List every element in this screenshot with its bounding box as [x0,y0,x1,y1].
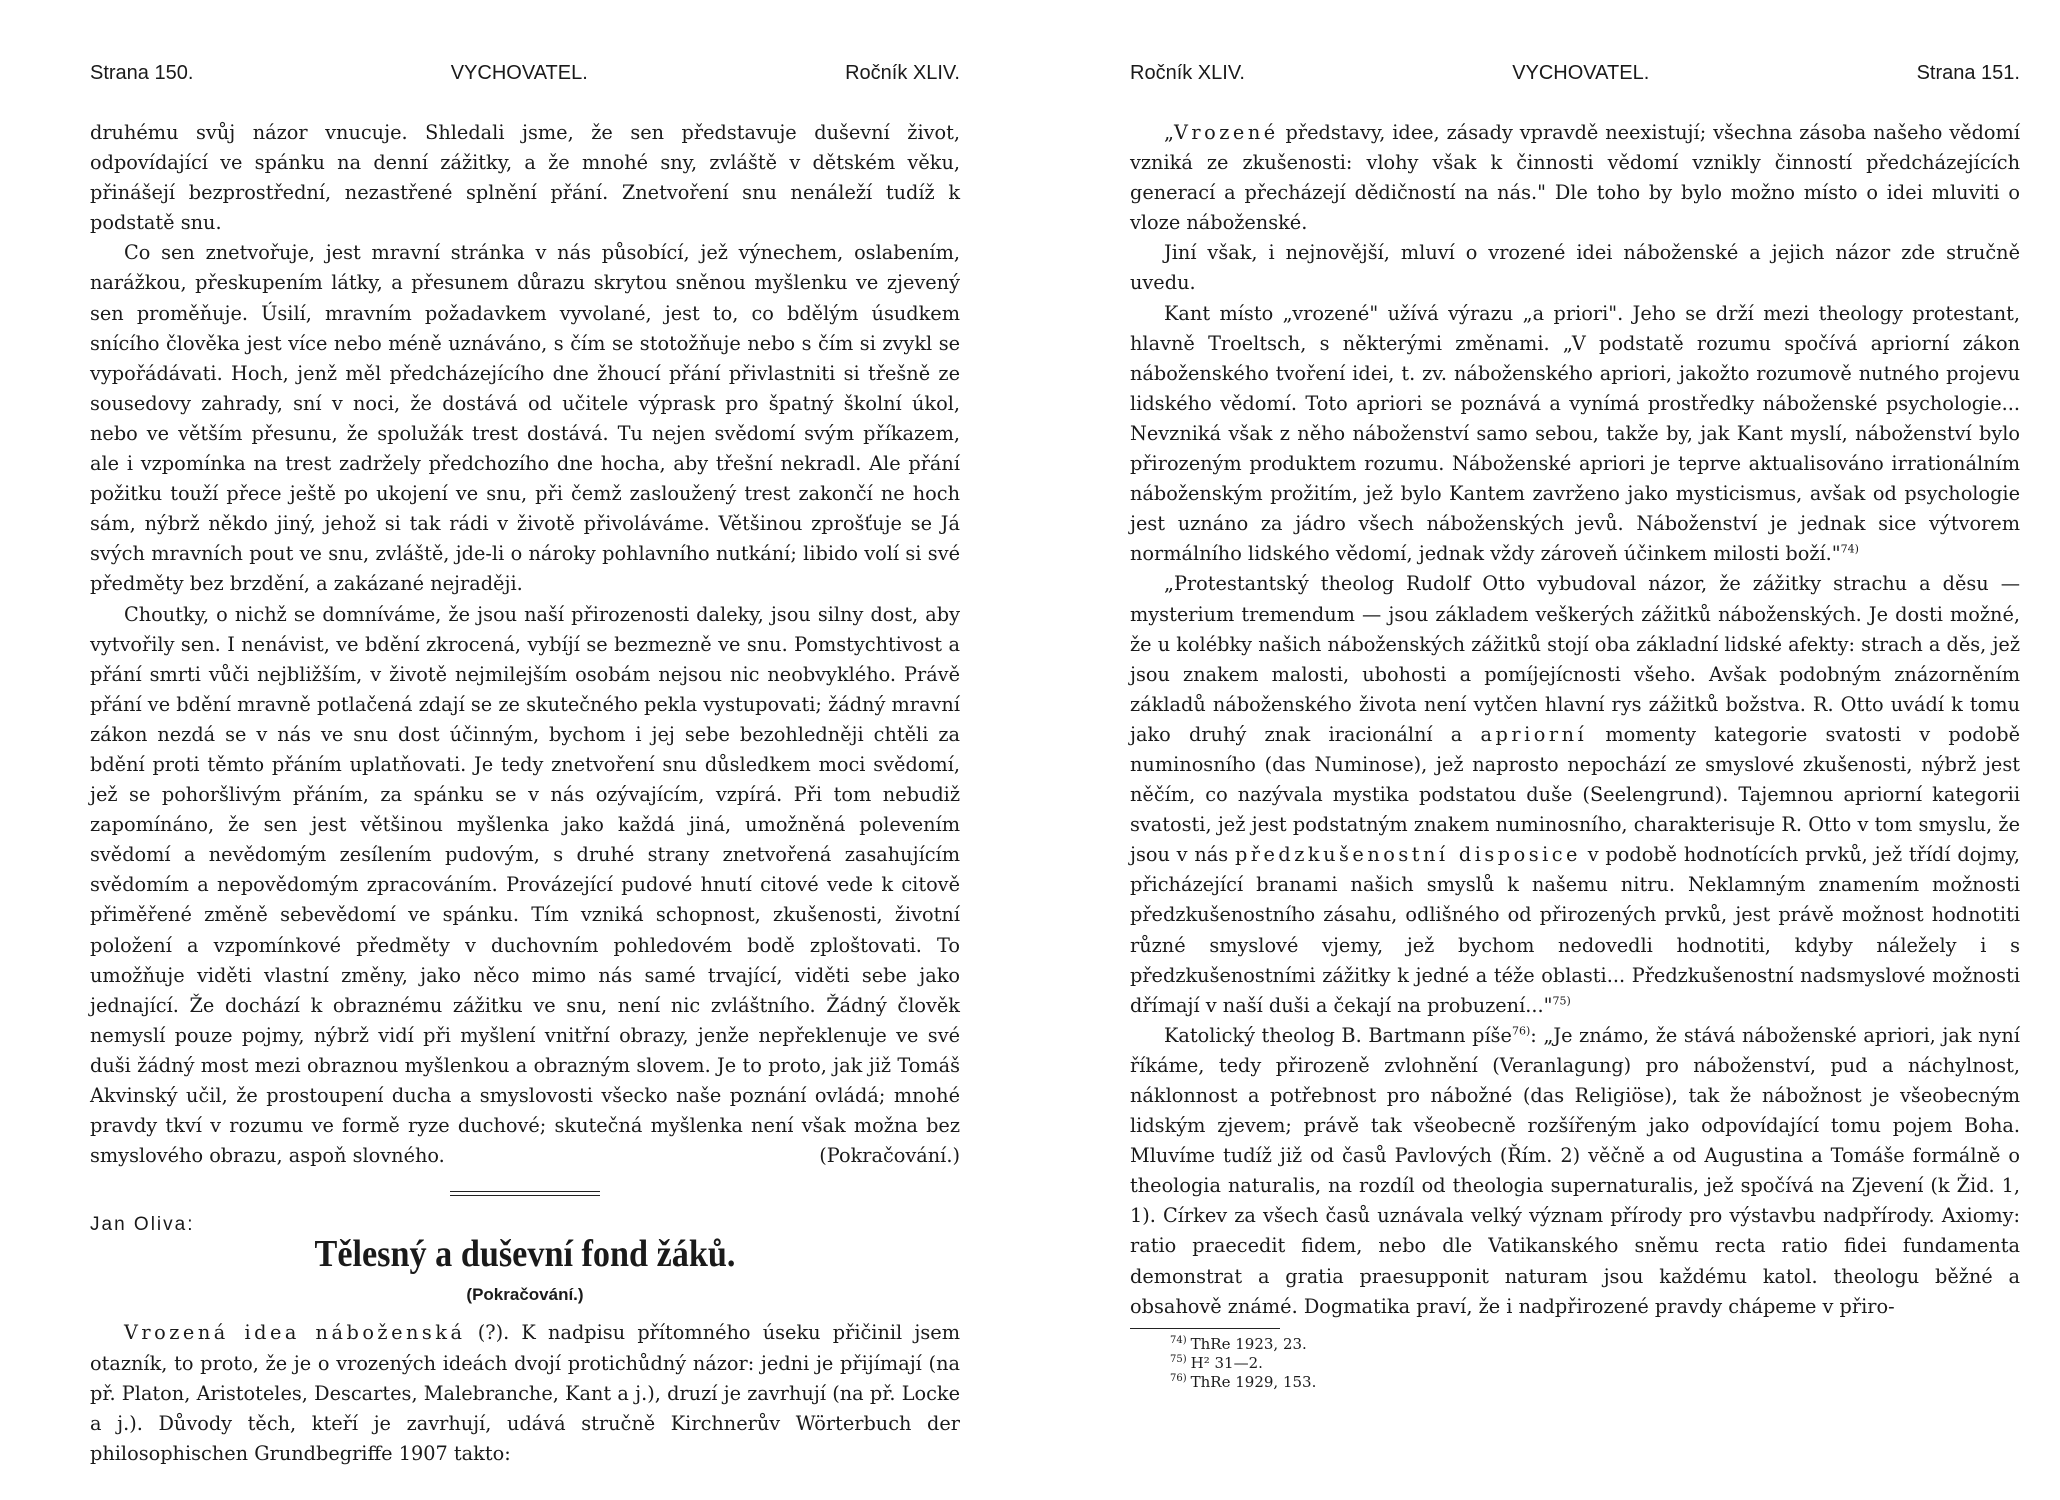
footnote [1170,1373,2020,1392]
page-number: Strana 150. [90,62,194,84]
paragraph [1130,299,2020,570]
paragraph [1130,569,2020,1020]
footnote-number: 74) [1170,1334,1187,1346]
journal-title: VYCHOVATEL. [450,62,588,84]
paragraph [1130,1021,2020,1322]
paragraph: „Vrozené představy, idee, zásady vpravdě neexistují; všechna zásoba našeho vědomí vzniká ze zkušenosti: vlohy však k činnosti vědomí vznikly činností předcházejících generací a přecházejí dědičností na nás." Dle toho by bylo možno místo o idei mluviti o vloze náboženské. [1130,121,2020,235]
footnotes [1130,1335,2020,1392]
paragraph-text: Kant místo „vrozené" užívá výrazu „a priori". Jeho se drží mezi theology protestant, hlavně Troeltsch, s některými změnami. „V podstatě rozumu spočívá apriorní zákon náboženského tvoření idei, t. zv. náboženského apriori, jakožto rozumově nutného projevu lidského vědomí. Toto apriori se poznává a vynímá prostředky náboženské psychologie... Nevzniká však z něho náboženství samo sebou, takže by, jak Kant myslí, náboženství bylo přirozeným produktem rozumu. Náboženské apriori je teprve aktualisováno irrationálním náboženským prožitím, jež bylo Kantem zavrženo jako mysticismus, avšak od psychologie jest uznáno za jádro všech náboženských jevů. Náboženství je jednak sice výtvorem normálního lidského vědomí, jednak vždy zároveň účinkem milosti boží." [1130,301,2020,566]
paragraph-text: „Protestantský theolog Rudolf Otto vybudoval názor, že zážitky strachu a děsu — mysterium tremendum — jsou základem veškerých zážitků náboženských. Je dosti možné, že u kolébky našich náboženských zážitků stojí oba základní lidské afekty: strach a děs, jež jsou znakem malosti, ubohosti a pomíjejícnosti všeho. Avšak podobným znázorněním základů náboženského života není vytčen hlavní rys zážitků božstva. R. Otto uvádí k tomu jako druhý znak iracionální a [1130,572,2020,746]
paragraph: druhému svůj názor vnucuje. Shledali jsme, že sen představuje duševní život, odpovídající ve spánku na denní zážitky, a že mnohé sny, zvláště v dětském věku, přinášejí bezprostřední, nezastřené splnění přání. Znetvoření snu nenáleží tudíž k podstatě snu. [90,121,960,235]
continued-note: (Pokračování.) [819,1144,960,1168]
paragraph: Jiní však, i nejnovější, mluví o vrozené idei náboženské a jejich názor zde stručně uvedu. [1130,241,2020,295]
footnote-number: 75) [1170,1353,1187,1365]
paragraph-text: představy, idee, zásady vpravdě neexistují; všechna zásoba našeho vědomí vzniká ze zkušenosti: vlohy však k činnosti vědomí vznikly činností předcházejících generací a přecházejí dědičností na nás." Dle toho by bylo možno místo o idei mluviti o vloze náboženské. [1130,121,2020,235]
footnote-ref: 76) [1511,1024,1531,1038]
paragraph-text: Katolický theolog B. Bartmann píše [1164,1023,1512,1047]
paragraph-text: momenty kategorie svatosti v podobě numinosního (das Numinose), jež naprosto nepochází ze smyslové zkušenosti, nýbrž jest něčím, co nazývala mystika podstatou duše (Seelengrund). Tajemnou apriorní kategorii svatosti, jež jest podstatným znakem numinosního, charakterisuje R. Otto v tom smyslu, že jsou v nás [1130,722,2020,867]
volume-number: Ročník XLIV. [845,62,960,84]
footnote-text: ThRe 1929, 153. [1190,1372,1317,1391]
spaced-emphasis: apriorní [1480,722,1588,746]
footnote-ref: 75) [1552,994,1571,1008]
footnote-number: 76) [1170,1372,1187,1384]
footnote-ref: 74) [1840,542,1859,556]
left-body-text [90,118,960,1469]
page-number: Strana 151. [1916,62,2020,84]
footnote-text: ThRe 1923, 23. [1190,1334,1307,1353]
article-subtitle: (Pokračování.) [466,1285,584,1305]
page-header-left [90,62,960,88]
spaced-emphasis: předzkušenostní disposice [1234,843,1581,867]
paragraph-text: (?). K nadpisu přítomného úseku přičinil jsem otazník, to proto, že je o vrozených ideách dvojí protichůdný názor: jedni je přijímají (na př. Platon, Aristoteles, Descartes, Malebranche, Kant a j.), druzí je zavrhují (na př. Locke a j.). Důvody těch, kteří je zavrhují, udává stručně Kirchnerův Wörterbuch der philosophischen Grundbegriffe 1907 takto: [90,1321,960,1465]
article-title: Tělesný a duševní fond žáků. [314,1233,736,1276]
section-divider [450,1191,600,1196]
footnote [1170,1354,2020,1373]
left-page [0,0,1000,1500]
spaced-emphasis: Vrozená idea náboženská [124,1321,466,1345]
footnote-text: H² 31—2. [1190,1353,1263,1372]
paragraph [90,600,960,1172]
volume-number: Ročník XLIV. [1130,62,1245,84]
paragraph: Co sen znetvořuje, jest mravní stránka v nás působící, jež výnechem, oslabením, narážkou, přeskupením látky, a přesunem důrazu skrytou sněnou myšlenku ve zjevený sen proměňuje. Úsilí, mravním požadavkem vyvolané, jest to, co bdělým úsudkem snícího člověka jest více nebo méně uznáváno, s čím se stotožňuje nebo s čím si zvykl se vypořádávati. Hoch, jenž měl předcházejícího dne žhoucí přání přivlastniti si třešně ze sousedovy zahrady, sní v noci, že dostává od učitele výprask pro špatný školní úkol, nebo ve větším přesunu, že spolužák trest dostává. Tu nejen svědomí svým příkazem, ale i vzpomínka na trest zadržely předchozího dne hocha, aby třešní nekradl. Ale přání požitku touží přece ještě po ukojení ve snu, při čemž zasloužený trest zakončí ne hoch sám, nýbrž někdo jiný, jehož si tak rádi v životě přivoláváme. Většinou zprošťuje se Já svých mravních pout ve snu, zvláště, jde-li o nároky pohlavního nutkání; libido volí si své předměty bez brzdění, a zakázané nejraději. [90,241,960,596]
article-author: Jan Oliva: [90,1214,195,1236]
page-header-right [1130,62,2020,88]
footnote-rule [1130,1328,1280,1329]
right-page [1030,0,2060,1500]
right-body-text [1130,118,2020,1322]
paragraph-text: : „Je známo, že stává náboženské apriori, jak nyní říkáme, tedy přirozeně zvlohnění (Veranlagung) pro náboženství, pud a náchylnost, náklonnost a potřebnost pro nábožné (das Religiöse), tak že nábožnost je všeobecným lidským zjevem; právě tak všeobecně rozšířeným jako odpovídající tomu pojem Boha. Mluvíme tudíž již od časů Pavlových (Řím. 2) věčně a od Augustina a Tomáše formálně o theologia naturalis, na rozdíl od theologia supernaturalis, jež spočívá na Zjevení (k Žid. 1, 1). Církev za všech časů uznávala velký význam přírody pro výstavbu nadpřírody. Axiomy: ratio praecedit fidem, nebo dle Vatikanského sněmu recta ratio fidei fundamenta demonstrat a gratia praesupponit naturam jsou každému katol. theologu běžné a obsahově známé. Dogmatika praví, že i nadpřirozené pravdy chápeme v přiro- [1130,1023,2020,1318]
paragraph-text: Choutky, o nichž se domníváme, že jsou naší přirozenosti daleky, jsou silny dost, aby vytvořily sen. I nenávist, ve bdění zkrocená, vybíjí se bezmezně ve snu. Pomstychtivost a přání smrti vůči nejbližším, v životě nejmilejším osobám nejsou nic neobvyklého. Právě přání ve bdění mravně potlačená zdají se ze skutečného pekla vystupovati; žádný mravní zákon nezdá se v nás ve snu dost účinným, bychom i jej sebe bezohledněji chtěli za bdění proti těmto přáním uplatňovati. Je tedy znetvoření snu důsledkem moci svědomí, jež se pohoršlivým přáním, za spánku se v nás ozývajícím, vzpírá. Při tom nebudiž zapomínáno, že sen jest většinou myšlenka jako každá jiná, umožněná polevením svědomí a nevědomým zesílením pudovým, s druhé strany znetvořená zasahujícím svědomím a nepovědomým zpracováním. Provázející pudové hnutí citové vede k citově přiměřené změně sebevědomí ve spánku. Tím vzniká schopnost, zkušenosti, životní položení a vzpomínkové předměty v duchovním pohledovém bodě zploštovati. To umožňuje viděti vlastní změny, jako něco mimo nás samé trvající, viděti sebe jako jednající. Že dochází k obraznému zážitku ve snu, není nic zvláštního. Žádný člověk nemyslí pouze pojmy, nýbrž vidí při myšlení vnitřní obrazy, jenže nepřeklenuje ve své duši žádný most mezi obraznou myšlenkou a obrazným slovem. Je to proto, jak již Tomáš Akvinský učil, že prostoupení ducha a smyslovosti všecko naše poznání ovládá; mnohé pravdy tkví v rozumu ve formě ryze duchové; skutečná myšlenka není však možna bez smyslového obrazu, aspoň slovného. [90,602,960,1168]
spaced-emphasis: Vrozené [1174,121,1279,144]
journal-title: VYCHOVATEL. [1512,62,1650,84]
paragraph [90,1318,960,1468]
footnote [1170,1335,2020,1354]
paragraph-text: v podobě hodnotících prvků, jež třídí dojmy, přicházející branami našich smyslů k našemu nitru. Neklamným znamením možnosti předzkušenostního zásahu, odlišného od přirozených prvků, jest právě možnost hodnotiti různé smyslové vjemy, jež bychom nedovedli hodnotiti, kdyby náležely i s předzkušenostními zážitky k jedné a téže oblasti... Předzkušenostní nadsmyslové možnosti dřímají v naší duši a čekají na probuzení..." [1130,843,2020,1017]
